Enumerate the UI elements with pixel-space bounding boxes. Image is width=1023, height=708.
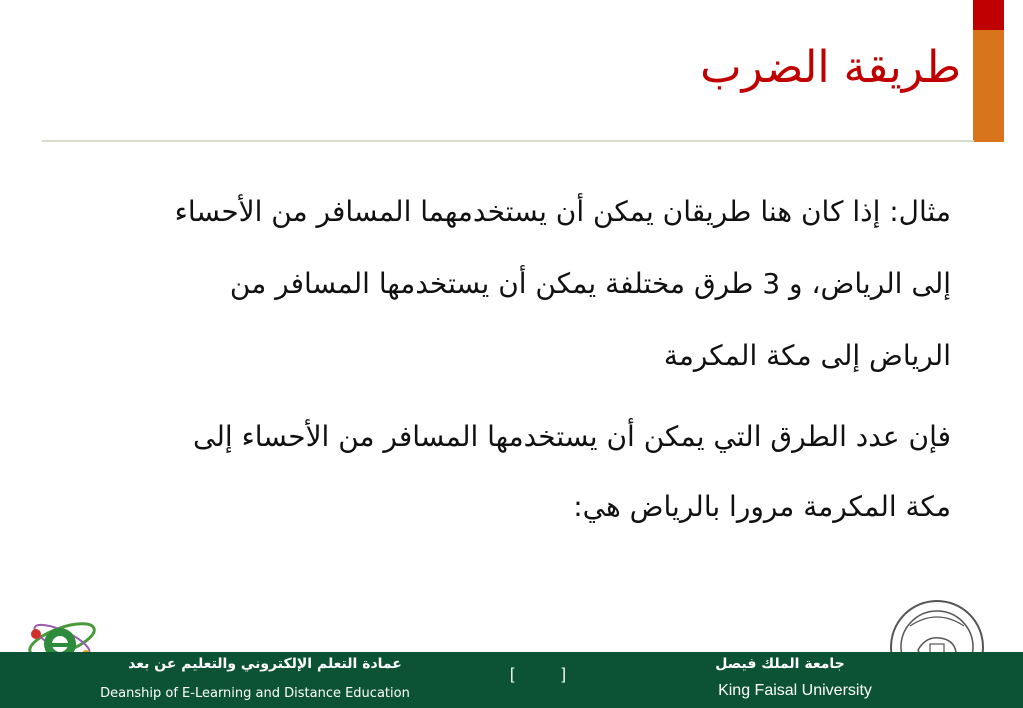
page-bracket-open: [: [510, 666, 515, 683]
university-name-ar: جامعة الملك فيصل: [715, 656, 845, 672]
page-number: [510, 666, 566, 684]
deanship-name-en: Deanship of E-Learning and Distance Education: [100, 686, 410, 701]
slide-body: [151, 176, 951, 552]
example-paragraph: مثال: إذا كان هنا طريقان يمكن أن يستخدمهما المسافر من الأحساء إلى الرياض، و 3 طرق مختلفة يمكن أن يستخدمها المسافر من الرياض إلى مكة المكرمة: [174, 195, 951, 372]
accent-top-block: [973, 0, 1004, 30]
slide-title: طريقة الضرب: [700, 42, 961, 93]
accent-side-bar: [973, 30, 1004, 142]
university-name-en: King Faisal University: [718, 682, 872, 699]
footer-bar: [0, 652, 1023, 708]
question-paragraph: فإن عدد الطرق التي يمكن أن يستخدمها المسافر من الأحساء إلى مكة المكرمة مرورا بالرياض هي:: [193, 420, 951, 523]
page-bracket-close: ]: [561, 666, 566, 683]
deanship-name-ar: عمادة التعلم الإلكتروني والتعليم عن بعد: [128, 656, 402, 672]
title-divider: [42, 140, 974, 142]
